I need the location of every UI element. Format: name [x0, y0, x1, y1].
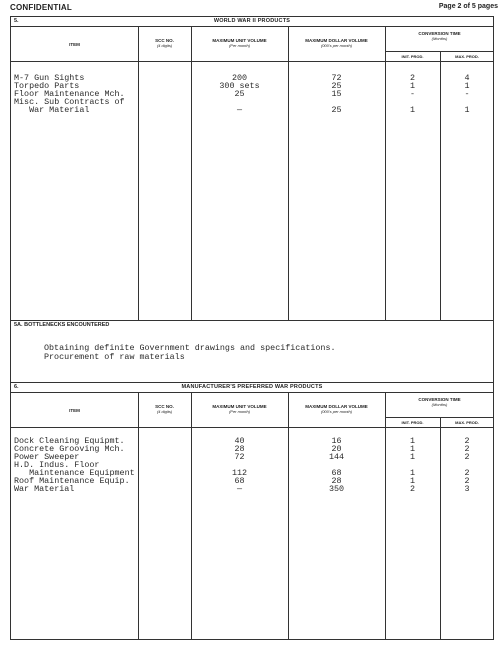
section5-unit-cell: 200	[231, 73, 248, 83]
form-frame	[10, 16, 494, 640]
section6-col-divider	[138, 392, 139, 640]
section6-dollar-cell: 144	[328, 452, 345, 462]
section5-col-conversion-label: CONVERSION TIME	[418, 31, 461, 36]
section6-init-cell: 2	[409, 484, 416, 494]
section6-dollar-cell: 68	[331, 468, 342, 478]
section5-init-cell: -	[409, 89, 416, 99]
section6-max-cell: 3	[464, 484, 470, 494]
section5-col-scc	[138, 38, 191, 48]
section6-col-dollar-sub: (000's per month)	[320, 409, 353, 414]
page-header	[10, 3, 498, 15]
section6-col-unit-sub: (Per month)	[228, 409, 251, 414]
section5-header-rule	[11, 61, 493, 62]
section6-unit-cell: —	[236, 484, 243, 494]
section6-dollar-cell: 16	[331, 436, 342, 446]
section5-item-cell: M-7 Gun Sights	[14, 73, 85, 83]
section5-item-cell: Torpedo Parts	[14, 81, 80, 91]
section6-item-cell: Dock Cleaning Equipmt.	[14, 436, 125, 446]
section5-item-cell: Floor Maintenance Mch.	[14, 89, 125, 99]
section6-col-scc-sub: (4 digits)	[156, 409, 173, 414]
section5-max-cell: 1	[464, 81, 470, 91]
section6-item-cell: War Material	[14, 484, 75, 494]
bottleneck-line: Procurement of raw materials	[44, 352, 185, 362]
section6-col-conversion	[385, 397, 494, 407]
section5-init-cell: 1	[409, 81, 416, 91]
section6-max-cell: 2	[464, 452, 470, 462]
section6-rule	[11, 382, 493, 383]
section5-col-item: ITEM	[69, 42, 80, 47]
section5-number: 5.	[14, 18, 19, 24]
section5-col-unit-sub: (Per month)	[228, 43, 251, 48]
section5-title-rule	[11, 26, 493, 27]
section5-max-cell: 1	[464, 105, 470, 115]
section5a-title: BOTTLENECKS ENCOUNTERED	[24, 322, 110, 328]
section6-init-cell: 1	[409, 476, 416, 486]
section6-item-cell: Concrete Grooving Mch.	[14, 444, 125, 454]
section6-number: 6.	[14, 384, 19, 390]
section5-col-scc-label: SCC NO.	[155, 38, 174, 43]
section5-item-cell: War Material	[14, 105, 90, 115]
section6-unit-cell: 28	[234, 444, 245, 454]
section6-title-rule	[11, 392, 493, 393]
section6-unit-cell: 112	[231, 468, 248, 478]
section5-col-divider	[288, 26, 289, 320]
section6-col-conversion-label: CONVERSION TIME	[418, 397, 461, 402]
section6-col-dollar-label: MAXIMUM DOLLAR VOLUME	[305, 404, 368, 409]
section6-max-cell: 2	[464, 436, 470, 446]
section6-init-cell: 1	[409, 444, 416, 454]
section6-unit-cell: 68	[234, 476, 245, 486]
bottleneck-line: Obtaining definite Government drawings and specifications.	[44, 343, 336, 353]
section5-col-divider	[191, 26, 192, 320]
section6-col-unit-label: MAXIMUM UNIT VOLUME	[212, 404, 267, 409]
section5-dollar-cell: 25	[331, 105, 342, 115]
section6-title: MANUFACTURER'S PREFERRED WAR PRODUCTS	[181, 384, 323, 390]
section5-col-init: INIT. PROD.	[401, 54, 424, 59]
section6-col-divider	[288, 392, 289, 640]
section5-col-unit-label: MAXIMUM UNIT VOLUME	[212, 38, 267, 43]
section5-max-cell: 4	[464, 73, 470, 83]
section6-max-cell: 2	[464, 444, 470, 454]
section5-unit-cell: 25	[234, 89, 245, 99]
section5-unit-cell: —	[236, 105, 243, 115]
section6-init-cell: 1	[409, 436, 416, 446]
section6-col-init: INIT. PROD.	[401, 420, 424, 425]
section5-col-dollar-label: MAXIMUM DOLLAR VOLUME	[305, 38, 368, 43]
section6-max-cell: 2	[464, 476, 470, 486]
classification-label: CONFIDENTIAL	[10, 3, 72, 12]
section6-header-rule	[11, 427, 493, 428]
section6-max-cell: 2	[464, 468, 470, 478]
section6-col-scc	[138, 404, 191, 414]
page-number: Page 2 of 5 pages	[438, 3, 498, 10]
section5-col-dollar-sub: (000's per month)	[320, 43, 353, 48]
section5-col-max: MAX. PROD.	[455, 54, 479, 59]
section6-col-item: ITEM	[69, 408, 80, 413]
section5a-rule	[11, 320, 493, 321]
section6-col-unit	[191, 404, 288, 414]
section6-dollar-cell: 350	[328, 484, 345, 494]
section5-item-cell: Misc. Sub Contracts of	[14, 97, 125, 107]
section6-item-cell: Roof Maintenance Equip.	[14, 476, 130, 486]
section5a-heading	[14, 322, 109, 328]
section6-item-cell: H.D. Indus. Floor	[14, 460, 100, 470]
section5-col-scc-sub: (4 digits)	[156, 43, 173, 48]
section6-unit-cell: 72	[234, 452, 245, 462]
section5a-number: 5A.	[14, 322, 23, 328]
section6-init-cell: 1	[409, 468, 416, 478]
section5-col-divider	[138, 26, 139, 320]
section5-unit-cell: 300 sets	[219, 81, 260, 91]
section6-col-conversion-sub: (Months)	[431, 402, 448, 407]
section5-max-cell: -	[464, 89, 470, 99]
section6-col-max: MAX. PROD.	[455, 420, 479, 425]
section5-col-divider	[385, 26, 386, 320]
section5-init-cell: 1	[409, 105, 416, 115]
section5-col-unit	[191, 38, 288, 48]
section6-col-scc-label: SCC NO.	[155, 404, 174, 409]
section5-dollar-cell: 72	[331, 73, 342, 83]
section6-col-dollar	[288, 404, 385, 414]
section6-init-cell: 1	[409, 452, 416, 462]
section6-item-cell: Maintenance Equipment	[14, 468, 135, 478]
section6-col-divider	[385, 392, 386, 640]
section5-dollar-cell: 25	[331, 81, 342, 91]
section5-dollar-cell: 15	[331, 89, 342, 99]
section5-title: WORLD WAR II PRODUCTS	[213, 18, 291, 24]
section5-col-conversion	[385, 31, 494, 41]
section6-item-cell: Power Sweeper	[14, 452, 80, 462]
section6-unit-cell: 40	[234, 436, 245, 446]
section6-dollar-cell: 28	[331, 476, 342, 486]
section6-dollar-cell: 20	[331, 444, 342, 454]
section5-col-conversion-sub: (Months)	[431, 36, 448, 41]
section6-col-divider	[191, 392, 192, 640]
section5-init-cell: 2	[409, 73, 416, 83]
section5-col-dollar	[288, 38, 385, 48]
